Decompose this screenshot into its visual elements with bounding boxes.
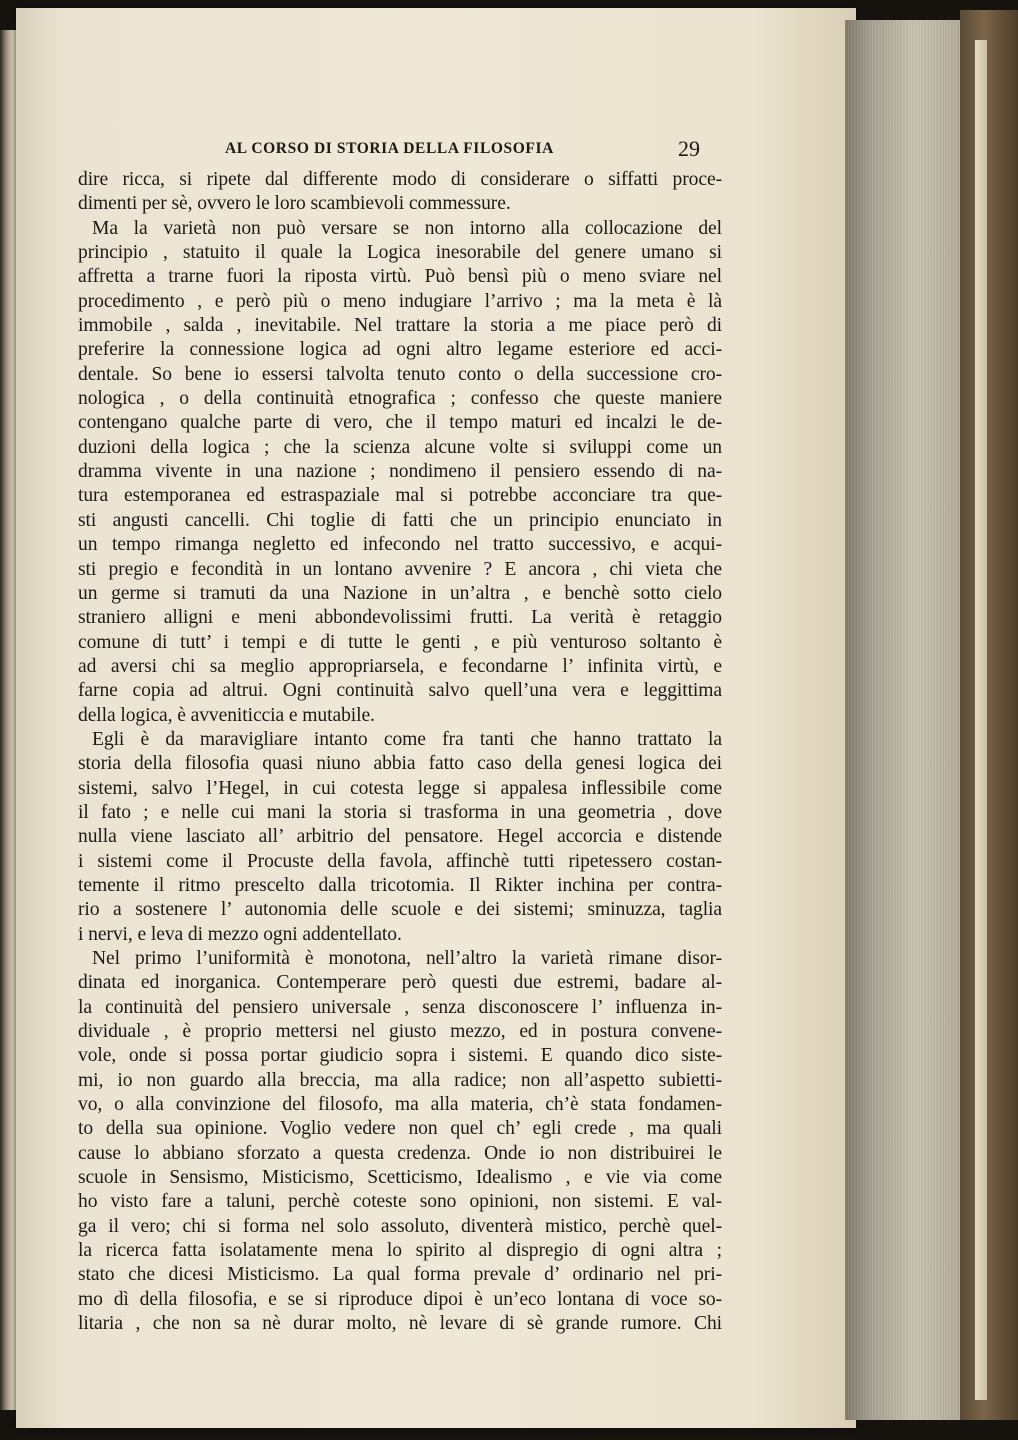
text-line: un germe si tramuti da una Nazione in un’altra , e benchè sotto cielo: [78, 582, 722, 604]
text-line: dire ricca, si ripete dal differente modo di considerare o siffatti proce-: [78, 169, 722, 190]
text-line: dinata ed inorganica. Contemperare però questi due estremi, badare al-: [78, 972, 722, 994]
text-line: temente il ritmo prescelto dalla tricotomia. Il Rikter inchina per contra-: [78, 874, 722, 896]
text-line: ho visto fare a taluni, perchè coteste sono opinioni, non sistemi. E val-: [78, 1191, 722, 1213]
text-line: procedimento , e però più o meno indugiare l’arrivo ; ma la meta è là: [78, 290, 722, 312]
text-line: preferire la connessione logica ad ogni altro legame esteriore ed acci-: [78, 339, 722, 361]
text-line: ga il vero; chi si forma nel solo assoluto, diventerà mistico, perchè quel-: [78, 1215, 722, 1237]
text-line: Ma la varietà non può versare se non intorno alla collocazione del: [92, 217, 722, 239]
text-line: vole, onde si possa portar giudicio sopra i sistemi. E quando dico siste-: [78, 1045, 722, 1067]
text-line: dimenti per sè, ovvero le loro scambievoli commessure.: [78, 193, 511, 215]
text-line: affretta a trarne fuori la riposta virtù. Può bensì più o meno sviare nel: [78, 266, 722, 288]
text-line: mi, io non guardo alla breccia, ma alla radice; non all’aspetto subietti-: [78, 1069, 722, 1091]
text-line: principio , statuito il quale la Logica inesorabile del genere umano si: [78, 242, 722, 264]
text-line: litaria , che non sa nè durar molto, nè levare di sè grande rumore. Chi: [78, 1313, 722, 1335]
text-line: la ricerca fatta isolatamente mena lo spirito al dispregio di ogni altra ;: [78, 1240, 722, 1262]
text-line: duzioni della logica ; che la scienza alcune volte si sviluppi come un: [78, 436, 722, 458]
text-line: dividuale , è proprio mettersi nel giusto mezzo, ed in postura convene-: [78, 1021, 722, 1043]
text-line: dramma vivente in una nazione ; nondimeno il pensiero essendo di na-: [78, 461, 722, 483]
text-line: straniero alligni e meni abbondevolissimi frutti. La verità è retaggio: [78, 607, 722, 629]
text-line: tura estemporanea ed estraspaziale mal si potrebbe acconciare tra que-: [78, 485, 722, 507]
text-line: Egli è da maravigliare intanto come fra tanti che hanno trattato la: [92, 728, 722, 750]
text-line: storia della filosofia quasi niuno abbia fatto caso della genesi logica dei: [78, 753, 722, 775]
text-line: la continuità del pensiero universale , senza disconoscere l’ influenza in-: [78, 996, 722, 1018]
body-text: [78, 168, 722, 1337]
text-line: immobile , salda , inevitabile. Nel trattare la storia a me piace però di: [78, 315, 722, 337]
page-number: 29: [678, 136, 700, 161]
text-line: mo dì della filosofia, e se si riproduce dipoi è un’eco lontana di voce so-: [78, 1288, 722, 1310]
text-line: della logica, è avveniticcia e mutabile.: [78, 704, 375, 726]
text-line: stato che dicesi Misticismo. La qual forma prevale d’ ordinario nel pri-: [78, 1264, 722, 1286]
text-line: comune di tutt’ i tempi e di tutte le genti , e più venturoso soltanto è: [78, 631, 722, 653]
text-line: nulla viene lasciato all’ arbitrio del pensatore. Hegel accorcia e distende: [78, 826, 722, 848]
text-line: vo, o alla convinzione del filosofo, ma alla materia, ch’è stata fondamen-: [78, 1094, 722, 1116]
text-line: cause lo abbiano sforzato a questa credenza. Onde io non distribuirei le: [78, 1142, 722, 1164]
book-cover-edge: [975, 40, 987, 1400]
text-line: il fato ; e nelle cui mani la storia si trasforma in una geometria , dove: [78, 801, 722, 823]
text-line: ad aversi chi sa meglio appropriarsela, e fecondarne l’ infinita virtù, e: [78, 655, 722, 677]
text-line: i sistemi come il Procuste della favola, affinchè tutti ripetessero costan-: [78, 850, 722, 872]
text-line: i nervi, e leva di mezzo ogni addentellato.: [78, 923, 402, 945]
text-line: farne copia ad altrui. Ogni continuità salvo quell’una vera e leggittima: [78, 680, 722, 702]
text-line: sti angusti cancelli. Chi toglie di fatti che un principio enunciato in: [78, 509, 722, 531]
text-line: Nel primo l’uniformità è monotona, nell’altro la varietà rimane disor-: [92, 948, 722, 969]
text-line: dentale. So bene io essersi talvolta tenuto conto o della successione cro-: [78, 363, 722, 385]
text-line: contengano qualche parte di vero, che il tempo maturi ed incalzi le de-: [78, 412, 722, 434]
text-line: scuole in Sensismo, Misticismo, Scetticismo, Idealismo , e vie via come: [78, 1167, 722, 1189]
text-line: un tempo rimanga negletto ed infecondo nel tratto successivo, e acqui-: [78, 534, 722, 556]
book-binding: [960, 10, 1018, 1420]
text-line: sistemi, salvo l’Hegel, in cui cotesta legge si appalesa inflessibile come: [78, 777, 722, 799]
text-line: nologica , o della continuità etnografica ; confesso che queste maniere: [78, 388, 722, 410]
running-head: AL CORSO DI STORIA DELLA FILOSOFIA: [225, 140, 554, 157]
text-line: sti pregio e fecondità in un lontano avvenire ? E ancora , chi vieta che: [78, 558, 722, 580]
text-line: rio a sostenere l’ autonomia delle scuole e dei sistemi; sminuzza, taglia: [78, 899, 722, 921]
text-line: to della sua opinione. Voglio vedere non quel ch’ egli crede , ma quali: [78, 1118, 722, 1140]
